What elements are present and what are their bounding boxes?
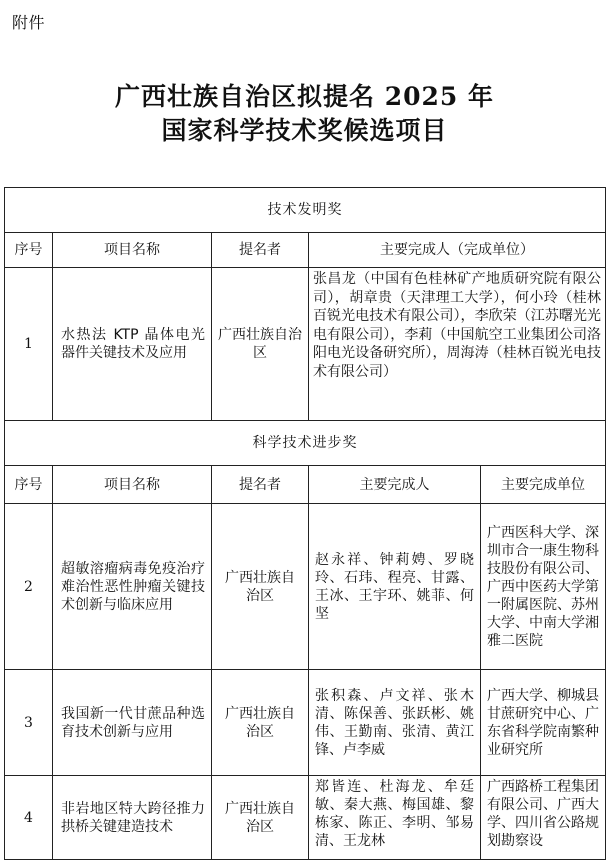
nominator: 广西壮族自治区: [212, 268, 309, 421]
row-number: 4: [5, 776, 53, 860]
table-row: [5, 670, 606, 776]
column-header-people-units: 主要完成人（完成单位）: [309, 233, 606, 268]
document-title-line-1: 广西壮族自治区拟提名 2025 年: [115, 82, 494, 111]
progress-award-table: [4, 420, 606, 860]
column-header-project: 项目名称: [53, 466, 212, 504]
column-header-people: 主要完成人: [309, 466, 481, 504]
column-header-nominator: 提名者: [212, 233, 309, 268]
table-row: [5, 504, 606, 670]
nominator: 广西壮族自治区: [212, 670, 309, 776]
project-name: 我国新一代甘蔗品种选育技术创新与应用: [53, 670, 212, 776]
document-title-line-2: 国家科学技术奖候选项目: [161, 116, 448, 145]
section-title-progress: 科学技术进步奖: [5, 421, 606, 466]
nominator: 广西壮族自治区: [212, 776, 309, 860]
row-number: 2: [5, 504, 53, 670]
column-header-no: 序号: [5, 466, 53, 504]
project-name: 超敏溶瘤病毒免疫治疗难治性恶性肿瘤关键技术创新与临床应用: [53, 504, 212, 670]
column-header-units: 主要完成单位: [481, 466, 606, 504]
column-header-no: 序号: [5, 233, 53, 268]
people: 赵永祥、钟莉娉、罗晓玲、石玮、程亮、甘露、王冰、王宇环、姚菲、何坚: [309, 504, 481, 670]
project-name: 水热法 KTP 晶体电光器件关键技术及应用: [53, 268, 212, 421]
row-number: 1: [5, 268, 53, 421]
project-name: 非岩地区特大跨径推力拱桥关键建造技术: [53, 776, 212, 860]
column-header-nominator: 提名者: [212, 466, 309, 504]
people: 郑皆连、杜海龙、牟廷敏、秦大燕、梅国雄、黎栋家、陈正、李明、邹易清、王龙林: [309, 776, 481, 860]
attachment-label: 附件: [12, 13, 46, 32]
units: 广西路桥工程集团有限公司、广西大学、四川省公路规划勘察设: [481, 776, 606, 860]
column-header-project: 项目名称: [53, 233, 212, 268]
section-title-invention: 技术发明奖: [5, 188, 606, 233]
invention-award-table: [4, 187, 606, 421]
nominator: 广西壮族自治区: [212, 504, 309, 670]
table-row: [5, 776, 606, 860]
units: 广西医科大学、深圳市合一康生物科技股份有限公司、广西中医药大学第一附属医院、苏州大学、中南大学湘雅二医院: [481, 504, 606, 670]
table-row: [5, 268, 606, 421]
units: 广西大学、柳城县甘蔗研究中心、广东省科学院南繁种业研究所: [481, 670, 606, 776]
people: 张积森、卢文祥、张木清、陈保善、张跃彬、姚伟、王勤南、张清、黄江锋、卢李威: [309, 670, 481, 776]
row-number: 3: [5, 670, 53, 776]
people-and-units: 张昌龙（中国有色桂林矿产地质研究院有限公司），胡章贵（天津理工大学），何小玲（桂林百锐光电技术有限公司），李欣荣（江苏曙光光电有限公司），李莉（中国航空工业集团公司洛阳电光设备研究所），周海涛（桂林百锐光电技术有限公司）: [309, 268, 606, 421]
